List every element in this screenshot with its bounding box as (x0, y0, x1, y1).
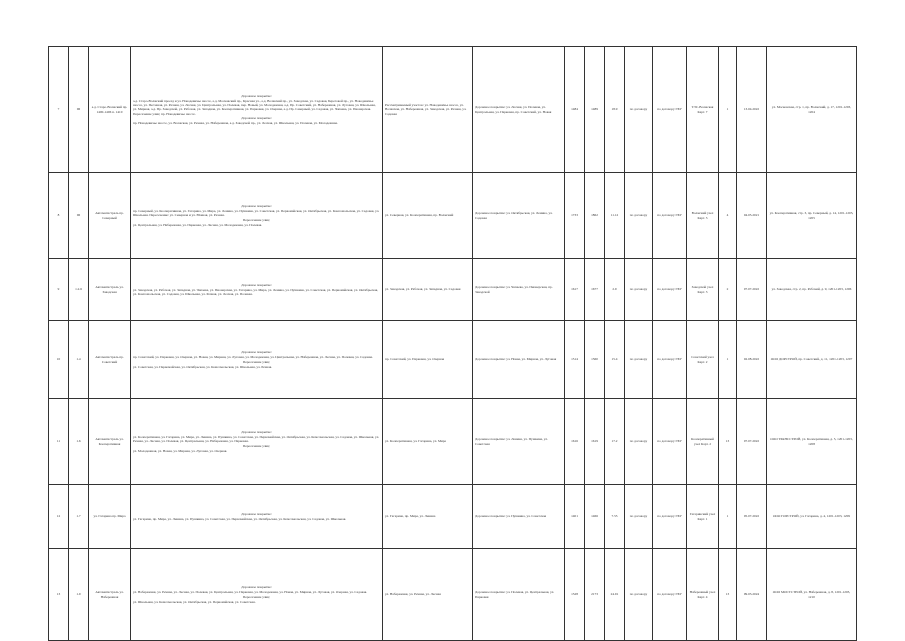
cell-c14: 07.07.2022 (737, 259, 767, 321)
cell-c1: 11 (49, 399, 69, 485)
cell-c9: 15.4 (605, 321, 625, 399)
cell-c15: ул. Московская, стр. 1, пр. Волжский, д. 17, 1201-1203, 1204 (767, 47, 857, 173)
cell-c11: по договору ГБУ (653, 259, 687, 321)
cell-c6: Дорожное покрытие: ул. Полевая, ул. Центральная, ул. Парковая (473, 549, 565, 641)
cell-c9: 18.9 (605, 47, 625, 173)
cell-c10: по договору (625, 173, 653, 259)
cell-c12: Набережный узел Карт. 4 (687, 549, 719, 641)
cell-c14: 09.03.2024 (737, 549, 767, 641)
cell-c14: 02.08.2022 (737, 321, 767, 399)
cell-c5: ул. Кооперативная, ул. Гагарина, ул. Мира (383, 399, 473, 485)
cell-c11: по договору ГБУ (653, 173, 687, 259)
table-row (49, 549, 857, 641)
cell-c11: по договору ГБУ (653, 321, 687, 399)
cell-c10: по договору (625, 259, 653, 321)
cell-description (131, 321, 383, 399)
cell-c10: по договору (625, 549, 653, 641)
cell-c3: Автомагистраль ул. Заводская (89, 259, 131, 321)
cell-c8: 1619 (585, 399, 605, 485)
table-row (49, 399, 857, 485)
section-body: ул. Заводская, ул. Рабочая, ул. Западная, ул. Чапаева, ул. Пионерская, ул. Гагарина, ул. Мира, ул. Ленина, ул. Пушкина, ул. Советская, ул. Первомайская, ул. Октябрьская, ул. Комсомольская, ул. Садовая, ул. Школьная, ул. Речная, ул. Лесная, ул. Полевая. (133, 287, 379, 297)
cell-c12: ТЭС-Волжская Карт. 7 (687, 47, 719, 173)
section-title-2: Пересечение улиц: (242, 443, 271, 448)
cell-c9: 17.2 (605, 399, 625, 485)
section-body-2: ул. Советская, ул. Первомайская, ул. Октябрьская, ул. Комсомольская, ул. Школьная, ул. Речная. (133, 364, 273, 369)
cell-c2: 1.6 (69, 399, 89, 485)
section-title: Дорожное покрытие: (241, 350, 272, 355)
cell-c1: 8 (49, 173, 69, 259)
cell-c2: III (69, 47, 89, 173)
section-body: пр. Северный, ул. Кооперативная, ул. Гагарина, ул. Мира, ул. Ленина, ул. Пушкина, ул. Советская, ул. Первомайская, ул. Октябрьская, ул. Комсомольская, ул. Садовая, ул. Школьная. Пересечение: ул. Северная и ул. Южная, ул. Речная. (133, 209, 380, 218)
section-body: а.д. Старо-Волжский проезд и ул. Новодевичье шоссе, а.д. Московский пр., Красная ул., а.д. Волжский пр., ул. Заводская, ул. Садовая, Береговой пр., ул. Новодевичье шоссе, ул. Песчаная, ул. Речная, ул. Лесная, ул. Центральная, ул. Полевая, пер. Новый, ул. Молодежная, а.д. Пр. Советский, ул. Набережная, ул. Луговая, ул. Школьная, ул. Мирная, а.д. Пр. Заводской, ул. Рабочая, ул. Западная, ул. Кооперативная, ул. Парковая, ул. Озерная, а.д. Пр. Северный, ул. Садовая, ул. Чапаева, ул. Пионерская. Пересечение улиц: пр. Новодевичье шоссе. (133, 98, 376, 116)
cell-c2: 1.7 (69, 485, 89, 549)
cell-c1: 13 (49, 549, 69, 641)
section-title: Дорожное покрытие: (241, 282, 272, 287)
cell-c3: Автомагистраль ул. Кооперативная (89, 399, 131, 485)
section-body: ул. Кооперативная, ул. Гагарина, ул. Мира, ул. Ленина, ул. Пушкина, ул. Советская, ул. Первомайская, ул. Октябрьская, ул. Комсомольская, ул. Садовая, ул. Школьная, ул. Речная, ул. Лесная, ул. Полевая, ул. Центральная, ул. Набережная, ул. Парковая. (133, 435, 380, 444)
cell-c1: 7 (49, 47, 69, 173)
cell-c3: Автомагистраль пр. Советский (89, 321, 131, 399)
section-body: ул. Набережная, ул. Речная, ул. Лесная, ул. Полевая, ул. Центральная, ул. Парковая, ул. Молодежная, ул. Новая, ул. Мирная, ул. Луговая, ул. Озерная, ул. Садовая. (133, 590, 368, 595)
cell-c9: 7.55 (605, 485, 625, 549)
cell-c12: Гагаринский узел Карт. 1 (687, 485, 719, 549)
cell-c2: III (69, 173, 89, 259)
section-title: Дорожное покрытие: (241, 203, 272, 208)
cell-c2: 1.9 (69, 549, 89, 641)
cell-c6: Дорожное покрытие: ул. Ленина, ул. Пушкина, ул. Советская (473, 399, 565, 485)
cell-c13: 1 (719, 321, 737, 399)
section-body-2: ул. Школьная, ул. Комсомольская, ул. Октябрьская, ул. Первомайская, ул. Советская. (133, 599, 256, 604)
cell-c5: пр. Советский, ул. Парковая, ул. Озерная (383, 321, 473, 399)
cell-c7: 1528 (565, 549, 585, 641)
cell-c10: по договору (625, 399, 653, 485)
section-title-2: Пересечение улиц: (242, 594, 271, 599)
section-title: Дорожное покрытие: (241, 511, 272, 516)
cell-c6: Дорожное покрытие: ул. Лесная, ул. Полевая, ул. Центральная, ул. Парковая, пр. Советский, ул. Новая (473, 47, 565, 173)
table-row (49, 259, 857, 321)
cell-c7: 1616 (565, 399, 585, 485)
cell-c8: 2173 (585, 549, 605, 641)
cell-description (131, 173, 383, 259)
cell-c6: Дорожное покрытие: ул. Пушкина, ул. Советская (473, 485, 565, 549)
cell-c10: по договору (625, 321, 653, 399)
cell-c7: 1401 (565, 485, 585, 549)
cell-c15: ООО ТРАНССТРОЙ, ул. Кооперативная, д. 5, 1201-1203, 1208 (767, 399, 857, 485)
section-body-2: пр. Новодевичье шоссе, ул. Волжская, ул. Речная, ул. Набережная, а.д. Заводской пр., ул. Лесная, ул. Школьная, ул. Полевая, ул. Молодежная. (133, 121, 338, 125)
cell-c12: Кооперативный узел Карт. 2 (687, 399, 719, 485)
cell-c1: 10 (49, 321, 69, 399)
cell-c8: 1677 (585, 259, 605, 321)
cell-c14: 07.07.2022 (737, 399, 767, 485)
section-body: пр. Советский, ул. Парковая, ул. Озерная, ул. Новая, ул. Мирная, ул. Луговая, ул. Молодежная, ул. Центральная, ул. Набережная, ул. Лесная, ул. Полевая, ул. Садовая. (133, 355, 373, 360)
cell-c13: 13 (719, 549, 737, 641)
cell-c6: Дорожное покрытие: ул. Новая, ул. Мирная, ул. Луговая (473, 321, 565, 399)
section-body: ул. Гагарина, пр. Мира, ул. Ленина, ул. Пушкина, ул. Советская, ул. Первомайская, ул. Октябрьская, ул. Комсомольская, ул. Садовая, ул. Школьная. (133, 517, 347, 521)
section-body-2: ул. Центральная, ул. Набережная, ул. Парковая, ул. Лесная, ул. Молодежная, ул. Полевая. (133, 222, 263, 227)
cell-c12: Заводской узел Карт. 3 (687, 259, 719, 321)
cell-c13: 1 (719, 47, 737, 173)
table-row (49, 485, 857, 549)
section-title-2: Дорожное покрытие: (241, 115, 272, 120)
section-title-2: Пересечение улиц: (242, 359, 271, 364)
cell-c14: 05.07.2022 (737, 485, 767, 549)
cell-c3: а.д. Старо-Волжский пр. 1400-1406 п. 1410 (89, 47, 131, 173)
section-title-2: Пересечение улиц: (242, 217, 271, 222)
cell-c13: 4 (719, 173, 737, 259)
cell-c2: 1.4 (69, 321, 89, 399)
cell-c12: Советский узел Карт. 2 (687, 321, 719, 399)
cell-c10: по договору (625, 47, 653, 173)
cell-c11: по договору ГБУ (653, 549, 687, 641)
cell-c7: 1514 (565, 321, 585, 399)
cell-c3: Автомагистраль ул. Набережная (89, 549, 131, 641)
cell-c15: ООО ДОРСТРОЙ, пр. Советский, д. 11, 1201-1203, 1207 (767, 321, 857, 399)
cell-c5: ул. Заводская, ул. Рабочая, ул. Западная, ул. Садовая (383, 259, 473, 321)
cell-c15: ул. Заводская, стр. 2, пр. Рабочий, д. 9, 1201-1203, 1206 (767, 259, 857, 321)
section-title: Дорожное покрытие: (241, 93, 272, 98)
cell-c15: ООО МОСТСТРОЙ, ул. Набережная, д. 8, 1201-1203, 1210 (767, 549, 857, 641)
cell-c15: ООО ГОРСТРОЙ, ул. Гагарина, д. 4, 1201-1203, 1209 (767, 485, 857, 549)
cell-c2: 1.2.6 (69, 259, 89, 321)
cell-c13: 2 (719, 259, 737, 321)
table-row (49, 173, 857, 259)
cell-c1: 9 (49, 259, 69, 321)
section-body-2: ул. Молодежная, ул. Новая, ул. Мирная, ул. Луговая, ул. Озерная. (133, 448, 228, 453)
cell-description (131, 399, 383, 485)
cell-c11: по договору ГБУ (653, 399, 687, 485)
cell-c13: 13 (719, 399, 737, 485)
cell-c5: ул. Северная, ул. Кооперативная, пр. Волжский (383, 173, 473, 259)
cell-c10: по договору (625, 485, 653, 549)
section-title: Дорожное покрытие: (241, 429, 272, 434)
cell-c12: Волжский узел Карт. 3 (687, 173, 719, 259)
cell-description (131, 549, 383, 641)
cell-description (131, 485, 383, 549)
cell-description (131, 259, 383, 321)
cell-c9: 11.12 (605, 173, 625, 259)
registry-table (48, 46, 857, 641)
cell-c6: Дорожное покрытие: ул. Октябрьская, ул. Ленина, ул. Садовая (473, 173, 565, 259)
cell-c7: 1484 (565, 47, 585, 173)
cell-c3: Автомагистраль пр. Северный (89, 173, 131, 259)
cell-c5: ул. Гагарина, пр. Мира, ул. Ленина (383, 485, 473, 549)
cell-c14: 04.05.2021 (737, 173, 767, 259)
table-body (49, 47, 857, 641)
cell-c8: 1862 (585, 173, 605, 259)
cell-c15: ул. Кооперативная, стр. 3, пр. Северный, д. 14, 1201-1203, 1205 (767, 173, 857, 259)
cell-c6: Дорожное покрытие: ул. Чапаева, ул. Пионерская, пр. Заводской (473, 259, 565, 321)
cell-c7: 1617 (565, 259, 585, 321)
cell-c8: 1466 (585, 485, 605, 549)
cell-c11: по договору ГБУ (653, 485, 687, 549)
table-row (49, 321, 857, 399)
section-title: Дорожное покрытие: (241, 585, 272, 590)
cell-c9: 2.9 (605, 259, 625, 321)
cell-c8: 1560 (585, 321, 605, 399)
cell-c14: 13.04.2022 (737, 47, 767, 173)
cell-c7: 1733 (565, 173, 585, 259)
cell-c11: по договору ГБУ (653, 47, 687, 173)
cell-c3: ул. Гагарина пр. Мира (89, 485, 131, 549)
cell-c5: ул. Набережная, ул. Речная, ул. Лесная (383, 549, 473, 641)
cell-c13: 1 (719, 485, 737, 549)
cell-description (131, 47, 383, 173)
cell-c1: 12 (49, 485, 69, 549)
cell-c5: Рассматриваемый участок: ул. Новодевичье шоссе, ул. Волжская, ул. Набережная, ул. Заводская, ул. Речная, ул. Садовая (383, 47, 473, 173)
cell-c8: 1489 (585, 47, 605, 173)
cell-c9: 24.91 (605, 549, 625, 641)
table-row (49, 47, 857, 173)
